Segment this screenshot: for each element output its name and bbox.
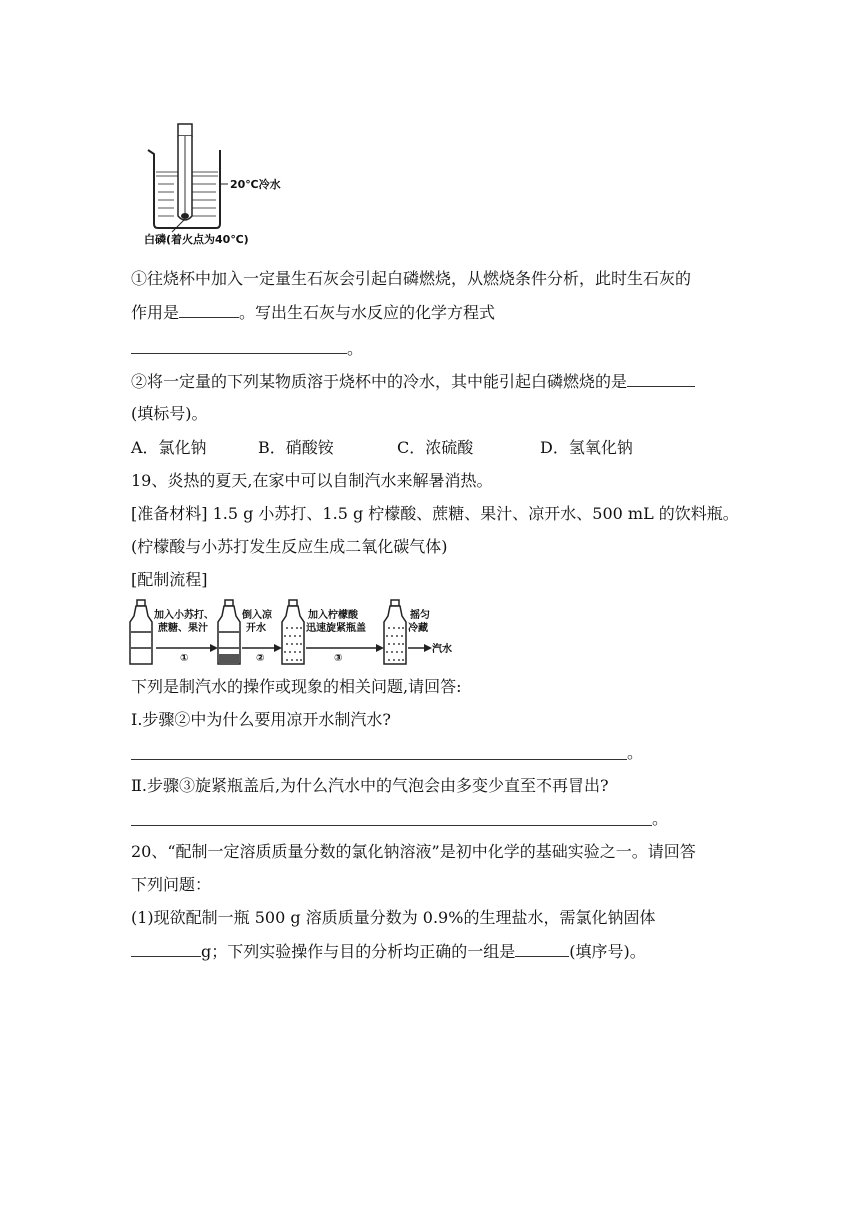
q18-part1-end: 。 (347, 339, 364, 358)
q19-prompt: 下列是制汽水的操作或现象的相关问题,请回答: (131, 677, 462, 696)
option-c: C．浓硫酸 (397, 438, 474, 457)
option-a: A．氯化钠 (131, 438, 207, 457)
q20-blank-choice[interactable] (515, 940, 569, 957)
q18-blank-role[interactable] (179, 301, 239, 318)
q20-line2: 下列问题： (131, 875, 212, 894)
q20-text-a: g；下列实验操作与目的分析均正确的一组是 (201, 942, 516, 961)
step1-label-line1: 加入小苏打、 (154, 610, 214, 621)
option-d: D．氢氧化钠 (540, 438, 633, 457)
q19-question-2: Ⅱ.步骤③旋紧瓶盖后,为什么汽水中的气泡会由多变少直至不再冒出? (131, 776, 609, 795)
q18-options (131, 437, 633, 459)
flow-diagram (128, 598, 468, 668)
bottle-4 (384, 600, 406, 664)
q20-blank-mass[interactable] (131, 940, 201, 957)
q18-part1-text-a: 作用是 (131, 303, 180, 322)
q18-part2-line1 (131, 370, 695, 393)
bottle-3 (282, 600, 304, 664)
step4-label-line1: 摇匀 (410, 610, 430, 621)
q19-answer-2-end: 。 (652, 809, 669, 828)
step3-num: ③ (334, 653, 343, 664)
q19-materials: [准备材料] 1.5 g 小苏打、1.5 g 柠檬酸、蔗糖、果汁、凉开水、500 mL 的饮料瓶。 (131, 504, 739, 523)
q18-part2-text: ②将一定量的下列某物质溶于烧杯中的冷水，其中能引起白磷燃烧的是 (131, 372, 628, 391)
step2-num: ② (256, 653, 265, 664)
step2-label-line1: 倒入凉 (242, 610, 272, 621)
q20-line1: 20、“配制一定溶质质量分数的氯化钠溶液”是初中化学的基础实验之一。请回答 (131, 842, 696, 861)
q20-line4 (131, 940, 646, 963)
q18-part1-line2 (131, 301, 495, 324)
q20-text-b: (填序号)。 (569, 942, 646, 961)
q18-blank-option[interactable] (627, 370, 695, 387)
q19-question-1: Ⅰ.步骤②中为什么要用凉开水制汽水? (131, 710, 391, 729)
q20-line3: (1)现欲配制一瓶 500 g 溶质质量分数为 0.9%的生理盐水，需氯化钠固体 (131, 908, 656, 927)
q19-answer-2-line[interactable] (131, 825, 652, 826)
q19-note: (柠檬酸与小苏打发生反应生成二氧化碳气体) (131, 537, 448, 556)
q19-flow-heading: [配制流程] (131, 570, 208, 589)
q18-part1-line1: ①往烧杯中加入一定量生石灰会引起白磷燃烧，从燃烧条件分析，此时生石灰的 (131, 269, 692, 288)
step1-num: ① (180, 653, 189, 664)
bottle-1 (130, 600, 152, 664)
phosphorus-label: 白磷(着火点为40℃) (144, 233, 249, 246)
step3-label-line1: 加入柠檬酸 (308, 610, 358, 621)
q18-part2-line2: (填标号)。 (131, 404, 208, 423)
q18-blank-equation[interactable] (131, 337, 347, 354)
step2-label-line2: 开水 (246, 623, 266, 634)
step4-label-line2: 冷藏 (408, 623, 428, 634)
water-label: 20℃冷水 (230, 178, 281, 191)
q19-title: 19、炎热的夏天,在家中可以自制汽水来解暑消热。 (131, 471, 493, 490)
beaker-figure (140, 120, 290, 250)
q18-part1-line3 (131, 337, 363, 360)
option-b: B．硝酸铵 (258, 438, 334, 457)
product-label: 汽水 (432, 644, 452, 655)
q18-part1-text-b: 。写出生石灰与水反应的化学方程式 (239, 303, 496, 322)
q19-answer-1-line[interactable] (131, 759, 627, 760)
step1-label-line2: 蔗糖、果汁 (158, 623, 208, 634)
q19-answer-1-end: 。 (627, 743, 644, 762)
step3-label-line2: 迅速旋紧瓶盖 (306, 623, 366, 634)
